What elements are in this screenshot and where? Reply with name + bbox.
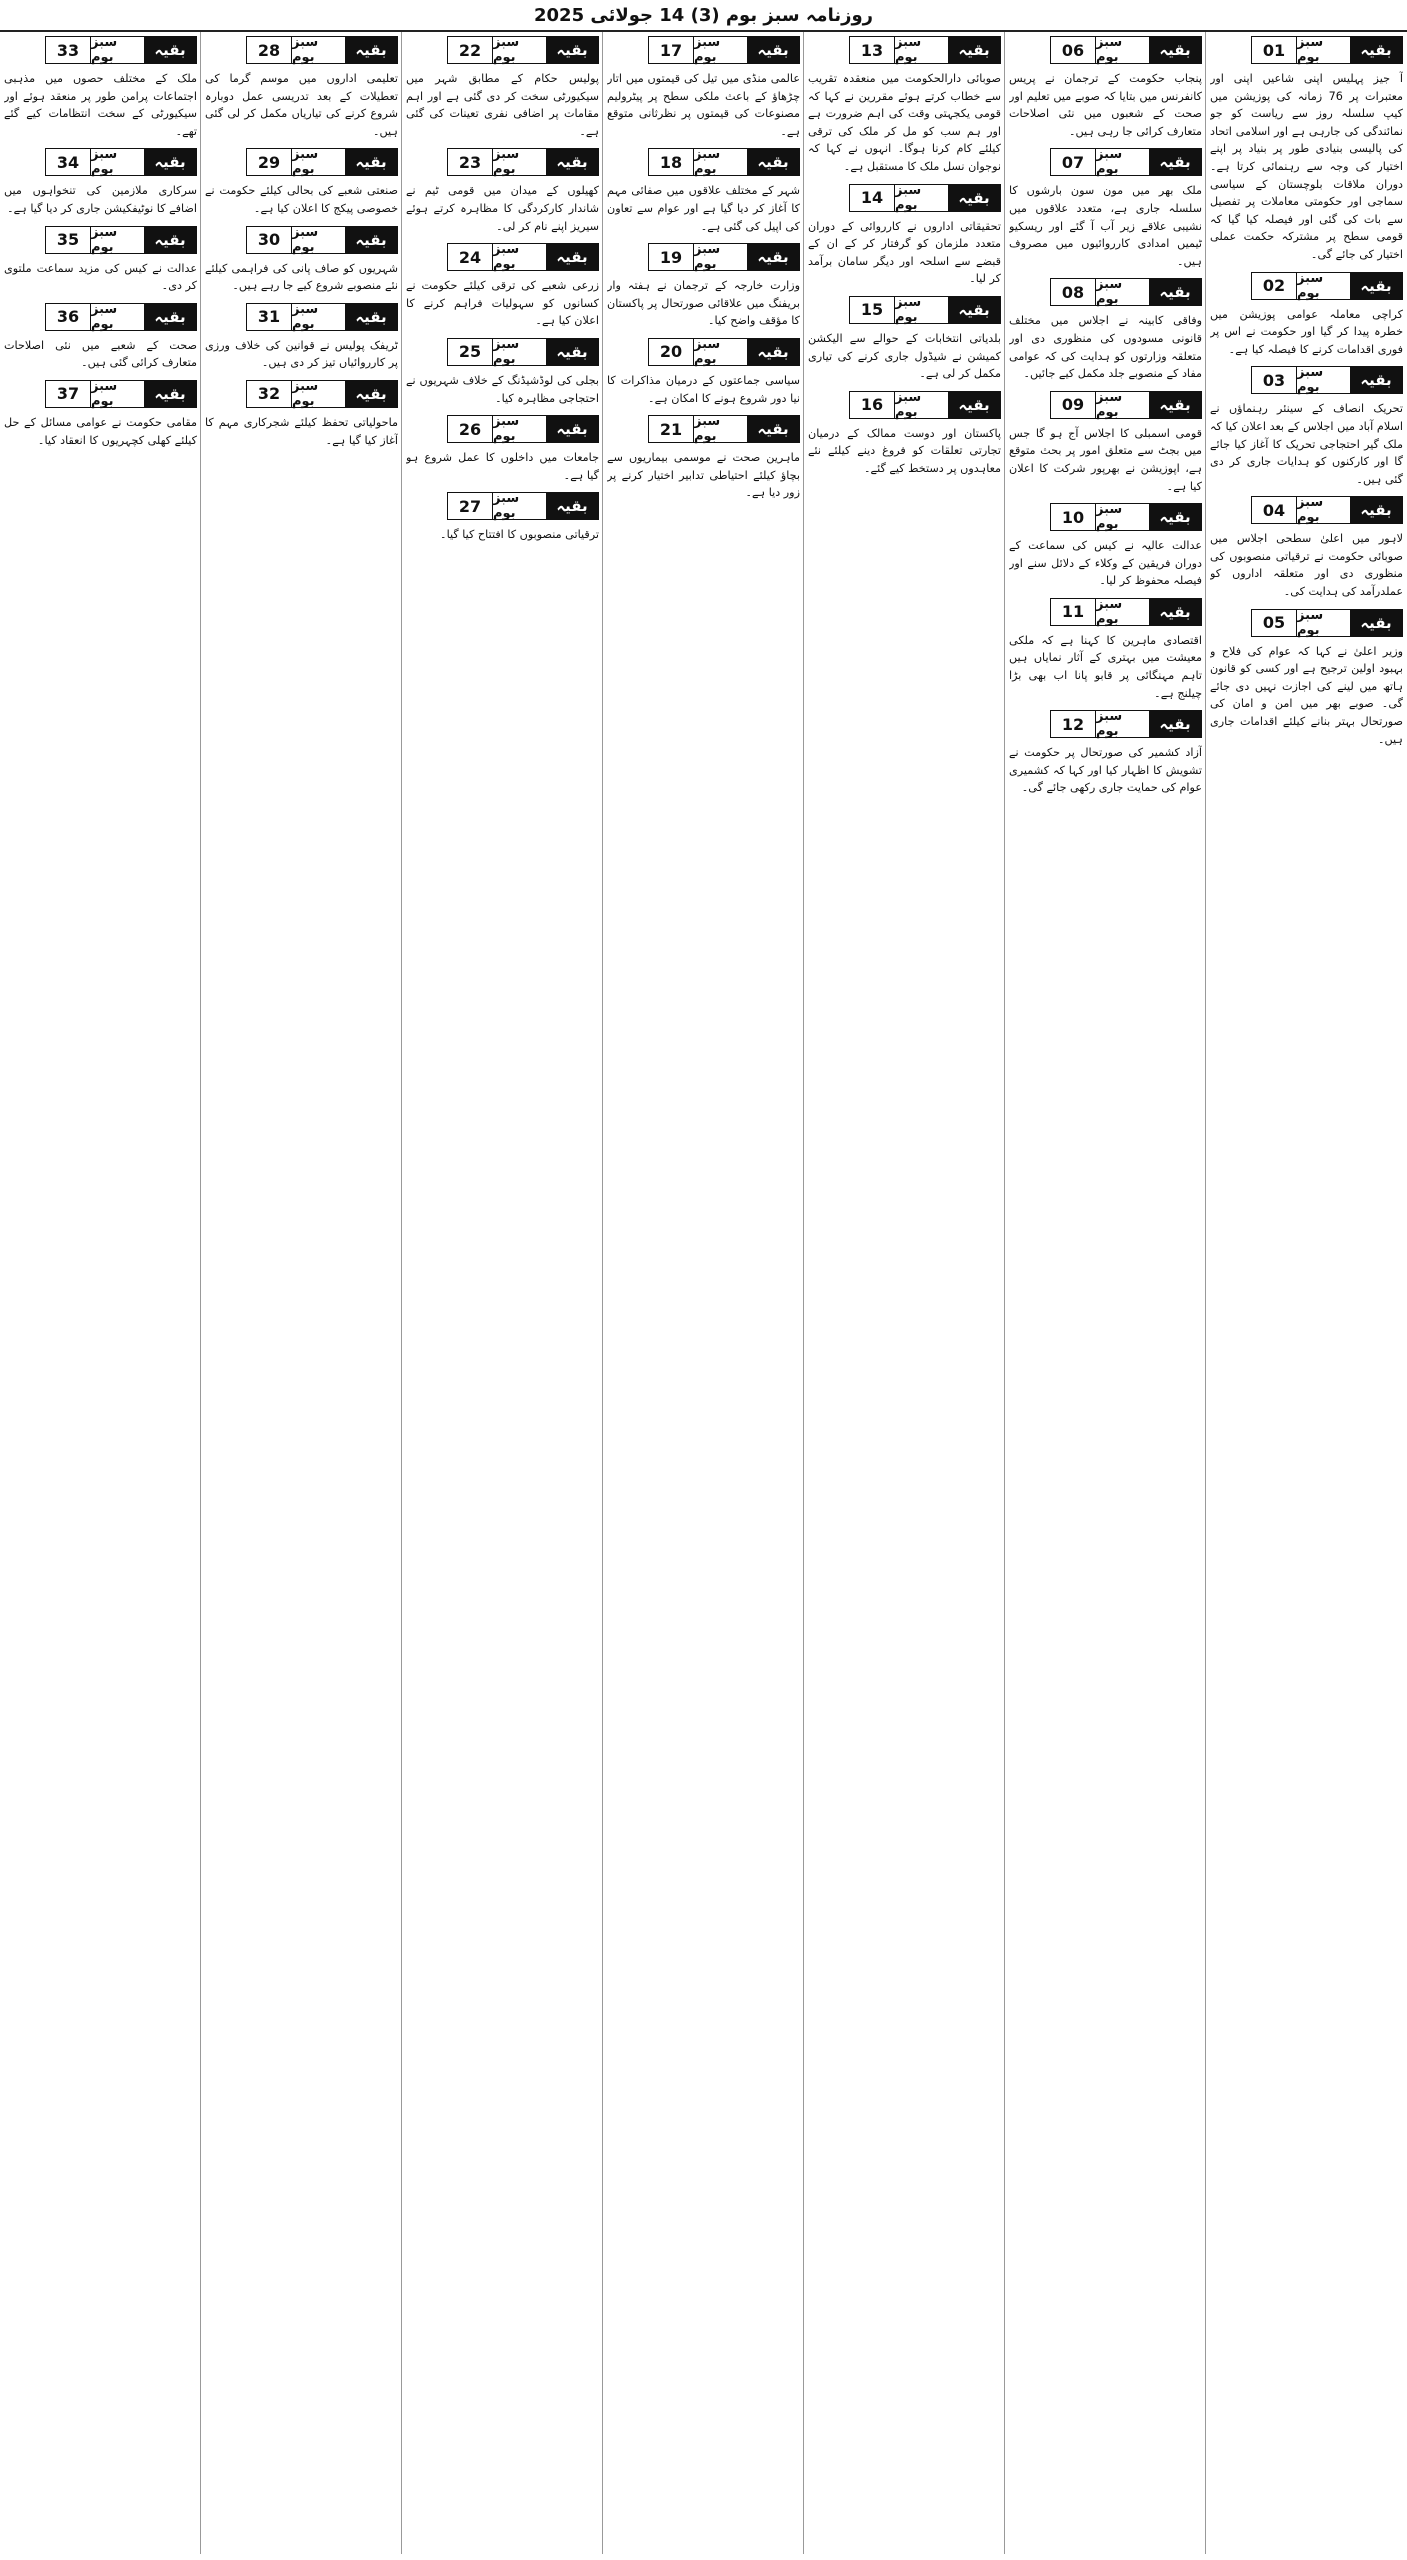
continuation-text: اقتصادی ماہرین کا کہنا ہے کہ ملکی معیشت میں بہتری کے آثار نمایاں ہیں تاہم مہنگائی پر قابو پانا اب بھی بڑا چیلنج ہے۔ bbox=[1009, 633, 1202, 700]
continuation-heading: سبز بوم bbox=[1297, 497, 1350, 523]
continuation-number: 36 bbox=[46, 304, 91, 330]
continuation-tag bbox=[447, 36, 599, 64]
continuation-block bbox=[205, 226, 398, 295]
continuation-block bbox=[1210, 36, 1403, 264]
continuation-block bbox=[808, 36, 1001, 176]
continuation-tag bbox=[45, 303, 197, 331]
continuation-tag bbox=[1251, 366, 1403, 394]
continuation-heading: سبز بوم bbox=[91, 149, 144, 175]
continuation-badge: بقیہ bbox=[948, 37, 1000, 63]
continuation-text: صوبائی دارالحکومت میں منعقدہ تقریب سے خطاب کرتے ہوئے مقررین نے کہا کہ قومی یکجہتی وقت کی اہم ضرورت ہے اور ہم سب کو مل کر ملک کی ترقی کیلئے کام کرنا ہوگا۔ انہوں نے کہا کہ نوجوان نسل ملک کا مستقبل ہے۔ bbox=[808, 72, 1001, 173]
continuation-heading: سبز بوم bbox=[1096, 279, 1149, 305]
continuation-badge: بقیہ bbox=[144, 227, 196, 253]
continuation-block bbox=[1210, 496, 1403, 600]
continuation-tag bbox=[849, 36, 1001, 64]
continuation-heading: سبز بوم bbox=[1297, 37, 1350, 63]
continuation-heading: سبز بوم bbox=[292, 304, 345, 330]
continuation-tag bbox=[246, 303, 398, 331]
continuation-heading: سبز بوم bbox=[493, 149, 546, 175]
continuation-text: وزیر اعلیٰ نے کہا کہ عوام کی فلاح و بہبود اولین ترجیح ہے اور کسی کو قانون ہاتھ میں لینے کی اجازت نہیں دی جائے گی۔ صوبے بھر میں امن و امان کی صورتحال بہتر بنانے کیلئے اقدامات جاری ہیں۔ bbox=[1210, 644, 1403, 746]
continuation-badge: بقیہ bbox=[144, 149, 196, 175]
continuation-tag bbox=[1050, 598, 1202, 626]
continuation-badge: بقیہ bbox=[546, 244, 598, 270]
continuation-badge: بقیہ bbox=[1149, 504, 1201, 530]
continuation-text: سرکاری ملازمین کی تنخواہوں میں اضافے کا نوٹیفکیشن جاری کر دیا گیا ہے۔ bbox=[4, 184, 197, 215]
continuation-heading: سبز بوم bbox=[91, 227, 144, 253]
continuation-tag bbox=[1050, 391, 1202, 419]
continuation-number: 25 bbox=[448, 339, 493, 365]
continuation-number: 31 bbox=[247, 304, 292, 330]
continuation-block bbox=[808, 296, 1001, 383]
continuation-block bbox=[205, 36, 398, 140]
continuation-tag bbox=[648, 148, 800, 176]
continuation-text: مقامی حکومت نے عوامی مسائل کے حل کیلئے کھلی کچہریوں کا انعقاد کیا۔ bbox=[4, 415, 197, 447]
continuation-heading: سبز بوم bbox=[694, 244, 747, 270]
continuation-tag bbox=[1050, 710, 1202, 738]
news-column-6 bbox=[205, 32, 398, 2554]
continuation-text: پاکستان اور دوست ممالک کے درمیان تجارتی تعلقات کو فروغ دینے کیلئے نئے معاہدوں پر دستخط کیے گئے۔ bbox=[808, 426, 1001, 475]
continuation-text: تحریک انصاف کے سینئر رہنماؤں نے اسلام آباد میں اجلاس کے بعد اعلان کیا کہ ملک گیر احتجاجی تحریک کا آغاز کیا جائے گا اور کارکنوں کو ہدایات جاری کر دی گئی ہیں۔ bbox=[1210, 402, 1403, 486]
continuation-heading: سبز بوم bbox=[292, 227, 345, 253]
continuation-heading: سبز بوم bbox=[1096, 711, 1149, 737]
continuation-tag bbox=[1251, 36, 1403, 64]
continuation-badge: بقیہ bbox=[948, 185, 1000, 211]
continuation-heading: سبز بوم bbox=[694, 416, 747, 442]
continuation-tag bbox=[1050, 148, 1202, 176]
continuation-text: تحقیقاتی اداروں نے کارروائی کے دوران متعدد ملزمان کو گرفتار کر کے ان کے قبضے سے اسلحہ اور دیگر سامان برآمد کر لیا۔ bbox=[808, 219, 1001, 286]
continuation-badge: بقیہ bbox=[1350, 497, 1402, 523]
continuation-badge: بقیہ bbox=[1149, 711, 1201, 737]
continuation-badge: بقیہ bbox=[747, 244, 799, 270]
continuation-number: 10 bbox=[1051, 504, 1096, 530]
continuation-block bbox=[205, 148, 398, 217]
continuation-heading: سبز بوم bbox=[895, 392, 948, 418]
continuation-text: عالمی منڈی میں تیل کی قیمتوں میں اتار چڑھاؤ کے باعث ملکی سطح پر پیٹرولیم مصنوعات کی قیمتوں پر نظرثانی متوقع ہے۔ bbox=[607, 72, 800, 138]
continuation-block bbox=[4, 226, 197, 295]
continuation-text: ٹریفک پولیس نے قوانین کی خلاف ورزی پر کارروائیاں تیز کر دی ہیں۔ bbox=[205, 338, 398, 370]
masthead-title: روزنامہ سبز بوم (3) 14 جولائی 2025 bbox=[534, 4, 874, 26]
continuation-text: تعلیمی اداروں میں موسم گرما کی تعطیلات کے بعد تدریسی عمل دوبارہ شروع کرنے کی تیاریاں مکمل کر لی گئی ہیں۔ bbox=[205, 72, 398, 138]
continuation-number: 17 bbox=[649, 37, 694, 63]
continuation-block bbox=[1210, 272, 1403, 359]
continuation-badge: بقیہ bbox=[948, 297, 1000, 323]
continuation-text: آ جیز پہلیس اپنی شاعیں اپنی اور معتبرات پر 76 زمانہ کی پوزیشن میں کیپ سلسلہ روز سے ریاست کو جو نمائندگی کی جارہی ہے اور اسلامی اتحاد کی پالیسی بنیادی طور پر بنیاد پر اپنے اختیار کی وجہ سے رہنمائی کرتا ہے۔ دوران ملاقات بلوچستان کے سیاسی سماجی اور حکومتی معاملات پر تفصیل سے بات کی گئی اور فیصلہ کیا گیا کہ قومی سطح پر مشترکہ حکمت عملی اختیار کی جائے گی۔ bbox=[1210, 72, 1403, 261]
continuation-badge: بقیہ bbox=[1149, 599, 1201, 625]
column-divider bbox=[401, 32, 402, 2554]
continuation-number: 27 bbox=[448, 493, 493, 519]
continuation-badge: بقیہ bbox=[1350, 37, 1402, 63]
continuation-number: 21 bbox=[649, 416, 694, 442]
continuation-block bbox=[1009, 503, 1202, 590]
column-divider bbox=[803, 32, 804, 2554]
continuation-number: 29 bbox=[247, 149, 292, 175]
continuation-number: 03 bbox=[1252, 367, 1297, 393]
continuation-tag bbox=[1050, 36, 1202, 64]
continuation-text: بجلی کی لوڈشیڈنگ کے خلاف شہریوں نے احتجاجی مظاہرہ کیا۔ bbox=[406, 373, 599, 405]
continuation-tag bbox=[45, 36, 197, 64]
continuation-badge: بقیہ bbox=[546, 493, 598, 519]
continuation-tag bbox=[447, 492, 599, 520]
continuation-block bbox=[4, 148, 197, 217]
continuation-tag bbox=[45, 380, 197, 408]
continuation-block bbox=[1009, 278, 1202, 382]
continuation-heading: سبز بوم bbox=[1096, 392, 1149, 418]
continuation-badge: بقیہ bbox=[345, 227, 397, 253]
continuation-badge: بقیہ bbox=[1149, 279, 1201, 305]
continuation-number: 09 bbox=[1051, 392, 1096, 418]
continuation-number: 11 bbox=[1051, 599, 1096, 625]
continuation-tag bbox=[648, 415, 800, 443]
continuation-block bbox=[1009, 598, 1202, 702]
news-column-2 bbox=[1009, 32, 1202, 2554]
news-column-1 bbox=[1210, 32, 1403, 2554]
continuation-badge: بقیہ bbox=[345, 149, 397, 175]
continuation-number: 07 bbox=[1051, 149, 1096, 175]
continuation-text: ترقیاتی منصوبوں کا افتتاح کیا گیا۔ bbox=[440, 528, 599, 542]
continuation-number: 35 bbox=[46, 227, 91, 253]
continuation-block bbox=[607, 338, 800, 407]
column-divider bbox=[1004, 32, 1005, 2554]
continuation-heading: سبز بوم bbox=[292, 37, 345, 63]
continuation-number: 04 bbox=[1252, 497, 1297, 523]
continuation-heading: سبز بوم bbox=[91, 304, 144, 330]
continuation-number: 30 bbox=[247, 227, 292, 253]
continuation-number: 28 bbox=[247, 37, 292, 63]
continuation-text: ماہرین صحت نے موسمی بیماریوں سے بچاؤ کیلئے احتیاطی تدابیر اختیار کرنے پر زور دیا ہے۔ bbox=[607, 451, 800, 500]
continuation-number: 34 bbox=[46, 149, 91, 175]
continuation-tag bbox=[45, 148, 197, 176]
continuation-text: پنجاب حکومت کے ترجمان نے پریس کانفرنس میں بتایا کہ صوبے میں تعلیم اور صحت کے شعبوں میں نئی اصلاحات متعارف کرائی جا رہی ہیں۔ bbox=[1009, 72, 1202, 138]
continuation-number: 22 bbox=[448, 37, 493, 63]
continuation-badge: بقیہ bbox=[345, 37, 397, 63]
continuation-block bbox=[406, 492, 599, 544]
continuation-tag bbox=[45, 226, 197, 254]
continuation-heading: سبز بوم bbox=[91, 381, 144, 407]
continuation-heading: سبز بوم bbox=[895, 37, 948, 63]
continuation-tag bbox=[447, 338, 599, 366]
continuation-number: 18 bbox=[649, 149, 694, 175]
continuation-block bbox=[607, 36, 800, 140]
continuation-tag bbox=[246, 36, 398, 64]
column-divider bbox=[200, 32, 201, 2554]
continuation-block bbox=[1210, 366, 1403, 488]
continuation-number: 16 bbox=[850, 392, 895, 418]
news-column-4 bbox=[607, 32, 800, 2554]
continuation-block bbox=[4, 36, 197, 140]
continuation-text: شہر کے مختلف علاقوں میں صفائی مہم کا آغاز کر دیا گیا ہے اور عوام سے تعاون کی اپیل کی گئی ہے۔ bbox=[607, 184, 800, 233]
continuation-number: 14 bbox=[850, 185, 895, 211]
news-column-7 bbox=[4, 32, 197, 2554]
continuation-tag bbox=[1251, 496, 1403, 524]
continuation-block bbox=[205, 303, 398, 372]
continuation-text: وزارت خارجہ کے ترجمان نے ہفتہ وار بریفنگ میں علاقائی صورتحال پر پاکستان کا مؤقف واضح کیا۔ bbox=[607, 279, 800, 328]
continuation-text: ماحولیاتی تحفظ کیلئے شجرکاری مہم کا آغاز کیا گیا ہے۔ bbox=[205, 415, 398, 447]
continuation-heading: سبز بوم bbox=[493, 416, 546, 442]
news-column-5 bbox=[406, 32, 599, 2554]
continuation-badge: بقیہ bbox=[1149, 149, 1201, 175]
news-column-3 bbox=[808, 32, 1001, 2554]
continuation-tag bbox=[849, 391, 1001, 419]
continuation-number: 26 bbox=[448, 416, 493, 442]
continuation-badge: بقیہ bbox=[1350, 610, 1402, 636]
continuation-number: 15 bbox=[850, 297, 895, 323]
continuation-number: 37 bbox=[46, 381, 91, 407]
continuation-number: 32 bbox=[247, 381, 292, 407]
continuation-heading: سبز بوم bbox=[694, 37, 747, 63]
continuation-block bbox=[406, 415, 599, 484]
continuation-heading: سبز بوم bbox=[694, 339, 747, 365]
continuation-number: 06 bbox=[1051, 37, 1096, 63]
continuation-tag bbox=[246, 226, 398, 254]
continuation-number: 24 bbox=[448, 244, 493, 270]
continuation-heading: سبز بوم bbox=[1297, 273, 1350, 299]
continuation-tag bbox=[447, 148, 599, 176]
continuation-block bbox=[607, 415, 800, 502]
continuation-text: بلدیاتی انتخابات کے حوالے سے الیکشن کمیشن نے شیڈول جاری کرنے کی تیاری مکمل کر لی ہے۔ bbox=[808, 331, 1001, 381]
continuation-block bbox=[808, 391, 1001, 478]
continuation-heading: سبز بوم bbox=[493, 339, 546, 365]
continuation-badge: بقیہ bbox=[144, 304, 196, 330]
continuation-heading: سبز بوم bbox=[292, 149, 345, 175]
continuation-badge: بقیہ bbox=[747, 339, 799, 365]
continuation-text: عدالت نے کیس کی مزید سماعت ملتوی کر دی۔ bbox=[4, 261, 197, 293]
continuation-block bbox=[4, 303, 197, 372]
continuation-badge: بقیہ bbox=[1149, 37, 1201, 63]
continuation-badge: بقیہ bbox=[345, 304, 397, 330]
continuation-text: وفاقی کابینہ نے اجلاس میں مختلف قانونی مسودوں کی منظوری دی اور متعلقہ وزارتوں کو ہدایت کی کہ عوامی مفاد کے منصوبے جلد مکمل کیے جائیں۔ bbox=[1009, 314, 1202, 381]
continuation-tag bbox=[1050, 278, 1202, 306]
continuation-text: پولیس حکام کے مطابق شہر میں سیکیورٹی سخت کر دی گئی ہے اور اہم مقامات پر اضافی نفری تعینات کی گئی ہے۔ bbox=[406, 72, 599, 138]
continuation-block bbox=[1009, 710, 1202, 797]
continuation-heading: سبز بوم bbox=[493, 244, 546, 270]
continuation-text: زرعی شعبے کی ترقی کیلئے حکومت نے کسانوں کو سہولیات فراہم کرنے کا اعلان کیا ہے۔ bbox=[406, 279, 599, 328]
continuation-tag bbox=[1050, 503, 1202, 531]
continuation-heading: سبز بوم bbox=[895, 297, 948, 323]
continuation-heading: سبز بوم bbox=[694, 149, 747, 175]
continuation-text: کھیلوں کے میدان میں قومی ٹیم نے شاندار کارکردگی کا مظاہرہ کرتے ہوئے سیریز اپنے نام کر لی۔ bbox=[406, 184, 599, 233]
continuation-text: صحت کے شعبے میں نئی اصلاحات متعارف کرائی گئی ہیں۔ bbox=[4, 338, 197, 370]
continuation-heading: سبز بوم bbox=[493, 37, 546, 63]
continuation-heading: سبز بوم bbox=[493, 493, 546, 519]
column-divider bbox=[1205, 32, 1206, 2554]
masthead bbox=[0, 0, 1407, 32]
continuation-block bbox=[607, 243, 800, 330]
continuation-block bbox=[406, 148, 599, 235]
continuation-tag bbox=[648, 338, 800, 366]
continuation-block bbox=[406, 36, 599, 140]
continuation-number: 08 bbox=[1051, 279, 1096, 305]
continuation-tag bbox=[246, 380, 398, 408]
continuation-tag bbox=[447, 415, 599, 443]
continuation-heading: سبز بوم bbox=[1297, 367, 1350, 393]
continuation-badge: بقیہ bbox=[1350, 367, 1402, 393]
continuation-block bbox=[1210, 609, 1403, 749]
continuation-block bbox=[1009, 148, 1202, 270]
continuation-number: 19 bbox=[649, 244, 694, 270]
continuation-number: 13 bbox=[850, 37, 895, 63]
continuation-block bbox=[406, 338, 599, 407]
continuation-tag bbox=[648, 36, 800, 64]
continuation-tag bbox=[1251, 272, 1403, 300]
continuation-heading: سبز بوم bbox=[1096, 504, 1149, 530]
continuation-number: 12 bbox=[1051, 711, 1096, 737]
continuation-number: 33 bbox=[46, 37, 91, 63]
continuation-heading: سبز بوم bbox=[292, 381, 345, 407]
continuation-badge: بقیہ bbox=[546, 416, 598, 442]
continuation-block bbox=[1009, 391, 1202, 495]
continuation-heading: سبز بوم bbox=[895, 185, 948, 211]
continuation-badge: بقیہ bbox=[144, 381, 196, 407]
continuation-heading: سبز بوم bbox=[91, 37, 144, 63]
continuation-block bbox=[4, 380, 197, 449]
continuation-badge: بقیہ bbox=[546, 339, 598, 365]
continuation-text: سیاسی جماعتوں کے درمیان مذاکرات کا نیا دور شروع ہونے کا امکان ہے۔ bbox=[607, 373, 800, 405]
continuation-heading: سبز بوم bbox=[1096, 599, 1149, 625]
continuation-text: شہریوں کو صاف پانی کی فراہمی کیلئے نئے منصوبے شروع کیے جا رہے ہیں۔ bbox=[205, 261, 398, 293]
continuation-badge: بقیہ bbox=[1350, 273, 1402, 299]
column-divider bbox=[602, 32, 603, 2554]
continuation-tag bbox=[447, 243, 599, 271]
continuation-block bbox=[1009, 36, 1202, 140]
continuation-badge: بقیہ bbox=[546, 149, 598, 175]
continuation-badge: بقیہ bbox=[1149, 392, 1201, 418]
continuation-number: 02 bbox=[1252, 273, 1297, 299]
continuation-number: 23 bbox=[448, 149, 493, 175]
continuation-number: 05 bbox=[1252, 610, 1297, 636]
continuation-badge: بقیہ bbox=[747, 37, 799, 63]
continuation-badge: بقیہ bbox=[747, 416, 799, 442]
continuation-heading: سبز بوم bbox=[1297, 610, 1350, 636]
continuation-block bbox=[406, 243, 599, 330]
continuation-block bbox=[205, 380, 398, 449]
continuation-tag bbox=[246, 148, 398, 176]
continuation-text: صنعتی شعبے کی بحالی کیلئے حکومت نے خصوصی پیکج کا اعلان کیا ہے۔ bbox=[205, 184, 398, 215]
continuation-badge: بقیہ bbox=[144, 37, 196, 63]
continuation-badge: بقیہ bbox=[546, 37, 598, 63]
continuation-tag bbox=[1251, 609, 1403, 637]
continuation-text: عدالت عالیہ نے کیس کی سماعت کے دوران فریقین کے وکلاء کے دلائل سنے اور فیصلہ محفوظ کر لیا۔ bbox=[1009, 539, 1202, 588]
continuation-text: کراچی معاملہ عوامی پوزیشن میں خطرہ پیدا کر گیا اور حکومت نے اس پر فوری اقدامات کرنے کا فیصلہ کیا ہے۔ bbox=[1210, 307, 1403, 356]
continuation-tag bbox=[648, 243, 800, 271]
continuation-text: جامعات میں داخلوں کا عمل شروع ہو گیا ہے۔ bbox=[406, 451, 599, 482]
continuation-block bbox=[808, 184, 1001, 288]
continuation-badge: بقیہ bbox=[345, 381, 397, 407]
continuation-tag bbox=[849, 296, 1001, 324]
continuation-block bbox=[607, 148, 800, 235]
continuation-heading: سبز بوم bbox=[1096, 37, 1149, 63]
continuation-text: لاہور میں اعلیٰ سطحی اجلاس میں صوبائی حکومت نے ترقیاتی منصوبوں کی منظوری دی اور متعلقہ اداروں کو عملدرآمد کی ہدایت کی۔ bbox=[1210, 532, 1403, 599]
continuation-text: ملک بھر میں مون سون بارشوں کا سلسلہ جاری ہے، متعدد علاقوں میں نشیبی علاقے زیر آب آ گئے اور ریسکیو ٹیمیں امدادی کارروائیوں میں مصروف ہیں۔ bbox=[1009, 184, 1202, 268]
continuation-text: ملک کے مختلف حصوں میں مذہبی اجتماعات پرامن طور پر منعقد ہوئے اور سیکیورٹی کے سخت انتظامات کیے گئے تھے۔ bbox=[4, 72, 197, 138]
continuation-tag bbox=[849, 184, 1001, 212]
continuation-badge: بقیہ bbox=[948, 392, 1000, 418]
continuation-badge: بقیہ bbox=[747, 149, 799, 175]
continuation-text: آزاد کشمیر کی صورتحال پر حکومت نے تشویش کا اظہار کیا اور کہا کہ کشمیری عوام کی حمایت جاری رکھی جائے گی۔ bbox=[1009, 746, 1202, 795]
continuation-number: 01 bbox=[1252, 37, 1297, 63]
continuation-number: 20 bbox=[649, 339, 694, 365]
continuation-heading: سبز بوم bbox=[1096, 149, 1149, 175]
continuation-text: قومی اسمبلی کا اجلاس آج ہو گا جس میں بجٹ سے متعلق امور پر بحث متوقع ہے، اپوزیشن نے بھرپور شرکت کا اعلان کیا ہے۔ bbox=[1009, 426, 1202, 493]
